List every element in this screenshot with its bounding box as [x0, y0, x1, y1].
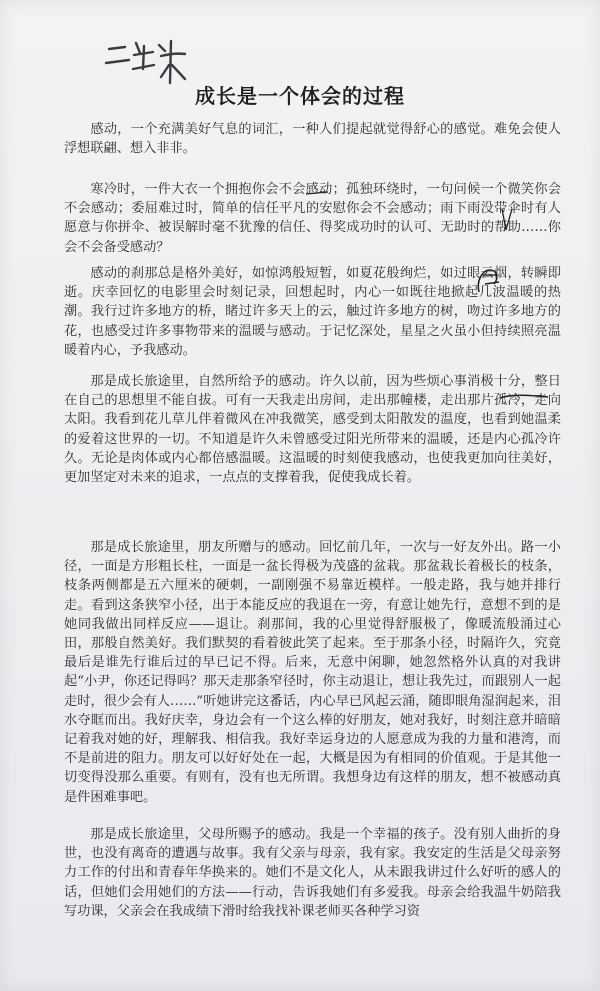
paragraph: 那是成长旅途里，父母所赐予的感动。我是一个幸福的孩子。没有别人曲折的身世，也没有离奇的遭遇与故事。我有父亲与母亲，我有家。我安定的生活是父母亲努力工作的付出和青春年华换来的。她们不是文化人，从未跟我讲过什么好听的感人的话，但她们会用她们的方法——行动，告诉我她们有多爱我。母亲会给我温牛奶陪我写功课，父亲会在我成绩下滑时给我找补课老师买各种学习资 [64, 827, 561, 919]
handwritten-correction-mark [473, 266, 503, 300]
handwritten-award-note [103, 35, 191, 85]
insertion-mark [498, 206, 516, 234]
paragraph: 寒冷时，一件大衣一个拥抱你会不会感动；孤独环绕时，一句问候一个微笑你会不会感动；委屈难过时，简单的信任平凡的安慰你会不会感动；雨下雨没带伞时有人愿意与你拼伞、被误解时毫不犹豫的信任、得奖成功时的认可、无助时的帮助……你会不会备受感动？ [64, 182, 561, 255]
paragraph: 那是成长旅途里，自然所给予的感动。许久以前，因为些烦心事消极十分，整日在自己的思想里不能自拔。可有一天我走出房间，走出那幢楼，走出那片孤冷，走向太阳。我看到花儿草儿伴着微风在冲我微笑，感受到太阳散发的温度，也看到她温柔的爱着这世界的一切。不知道是许久未曾感受过阳光所带来的温暖，还是内心孤冷许久。无论是肉体或内心都倍感温暖。这温暖的时刻使我感动，也使我更加向往美好，更加坚定对未来的追求，一点点的支撑着我，促使我成长着。 [64, 374, 561, 486]
correction-mark [302, 188, 332, 210]
paragraph: 那是成长旅途里，朋友所赠与的感动。回忆前几年，一次与一好友外出。路一小径，一面是方形粗长柱，一面是一盆长得极为茂盛的盆栽。那盆栽长着极长的枝条，枝条两侧都是五六厘米的硬刺，一副刚强不易靠近模样。一般走路，我与她并排行走。看到这条狭窄小径，出于本能反应的我退在一旁，有意让她先行，意想不到的是她同我做出同样反应——退让。刹那间，我的心里觉得舒服极了，像暖流般涌过心田，那般自然美好。我们默契的看着彼此笑了起来。至于那条小径，时隔许久，究竟最后是谁先行谁后过的早已记不得。后来，无意中闲聊，她忽然格外认真的对我讲起“小尹，你还记得吗？那天走那条窄径时，你主动退让，想让我先过，而跟别人一起走时，很少会有人……”听她讲完这番话，内心早已风起云涌，随即眼角湿润起来，泪水夺眶而出。我好庆幸，身边会有一个这么棒的好朋友，她对我好，时刻注意并暗暗记着我对她的好，理解我、相信我。我好幸运身边的人愿意成为我的力量和港湾，而不是前进的阻力。朋友可以好好处在一起，大概是因为有相同的价值观。于是其他一切变得没那么重要。有则有，没有也无所谓。我想身边有这样的朋友，想不被感动真是件困难事吧。 [64, 540, 561, 805]
paragraph: 感动，一个充满美好气息的词汇，一种人们提起就觉得舒心的感觉。难免会使人浮想联翩、想入非非。 [64, 122, 561, 157]
page-title: 成长是一个体会的过程 [195, 84, 405, 108]
underline-mark [498, 392, 550, 402]
paragraph: 感动的刹那总是格外美好，如惊鸿般短暂，如夏花般绚烂，如过眼云烟，转瞬即逝。庆幸回忆的电影里会时刻记录，回想起时，内心一如既往地掀起几波温暖的热潮。我行过许多地方的桥，睹过许多天上的云，触过许多地方的树，吻过许多地方的花，也感受过许多事物带来的温暖与感动。于记忆深处，星星之火虽小但持续照亮温暖着内心，予我感动。 [64, 266, 561, 358]
